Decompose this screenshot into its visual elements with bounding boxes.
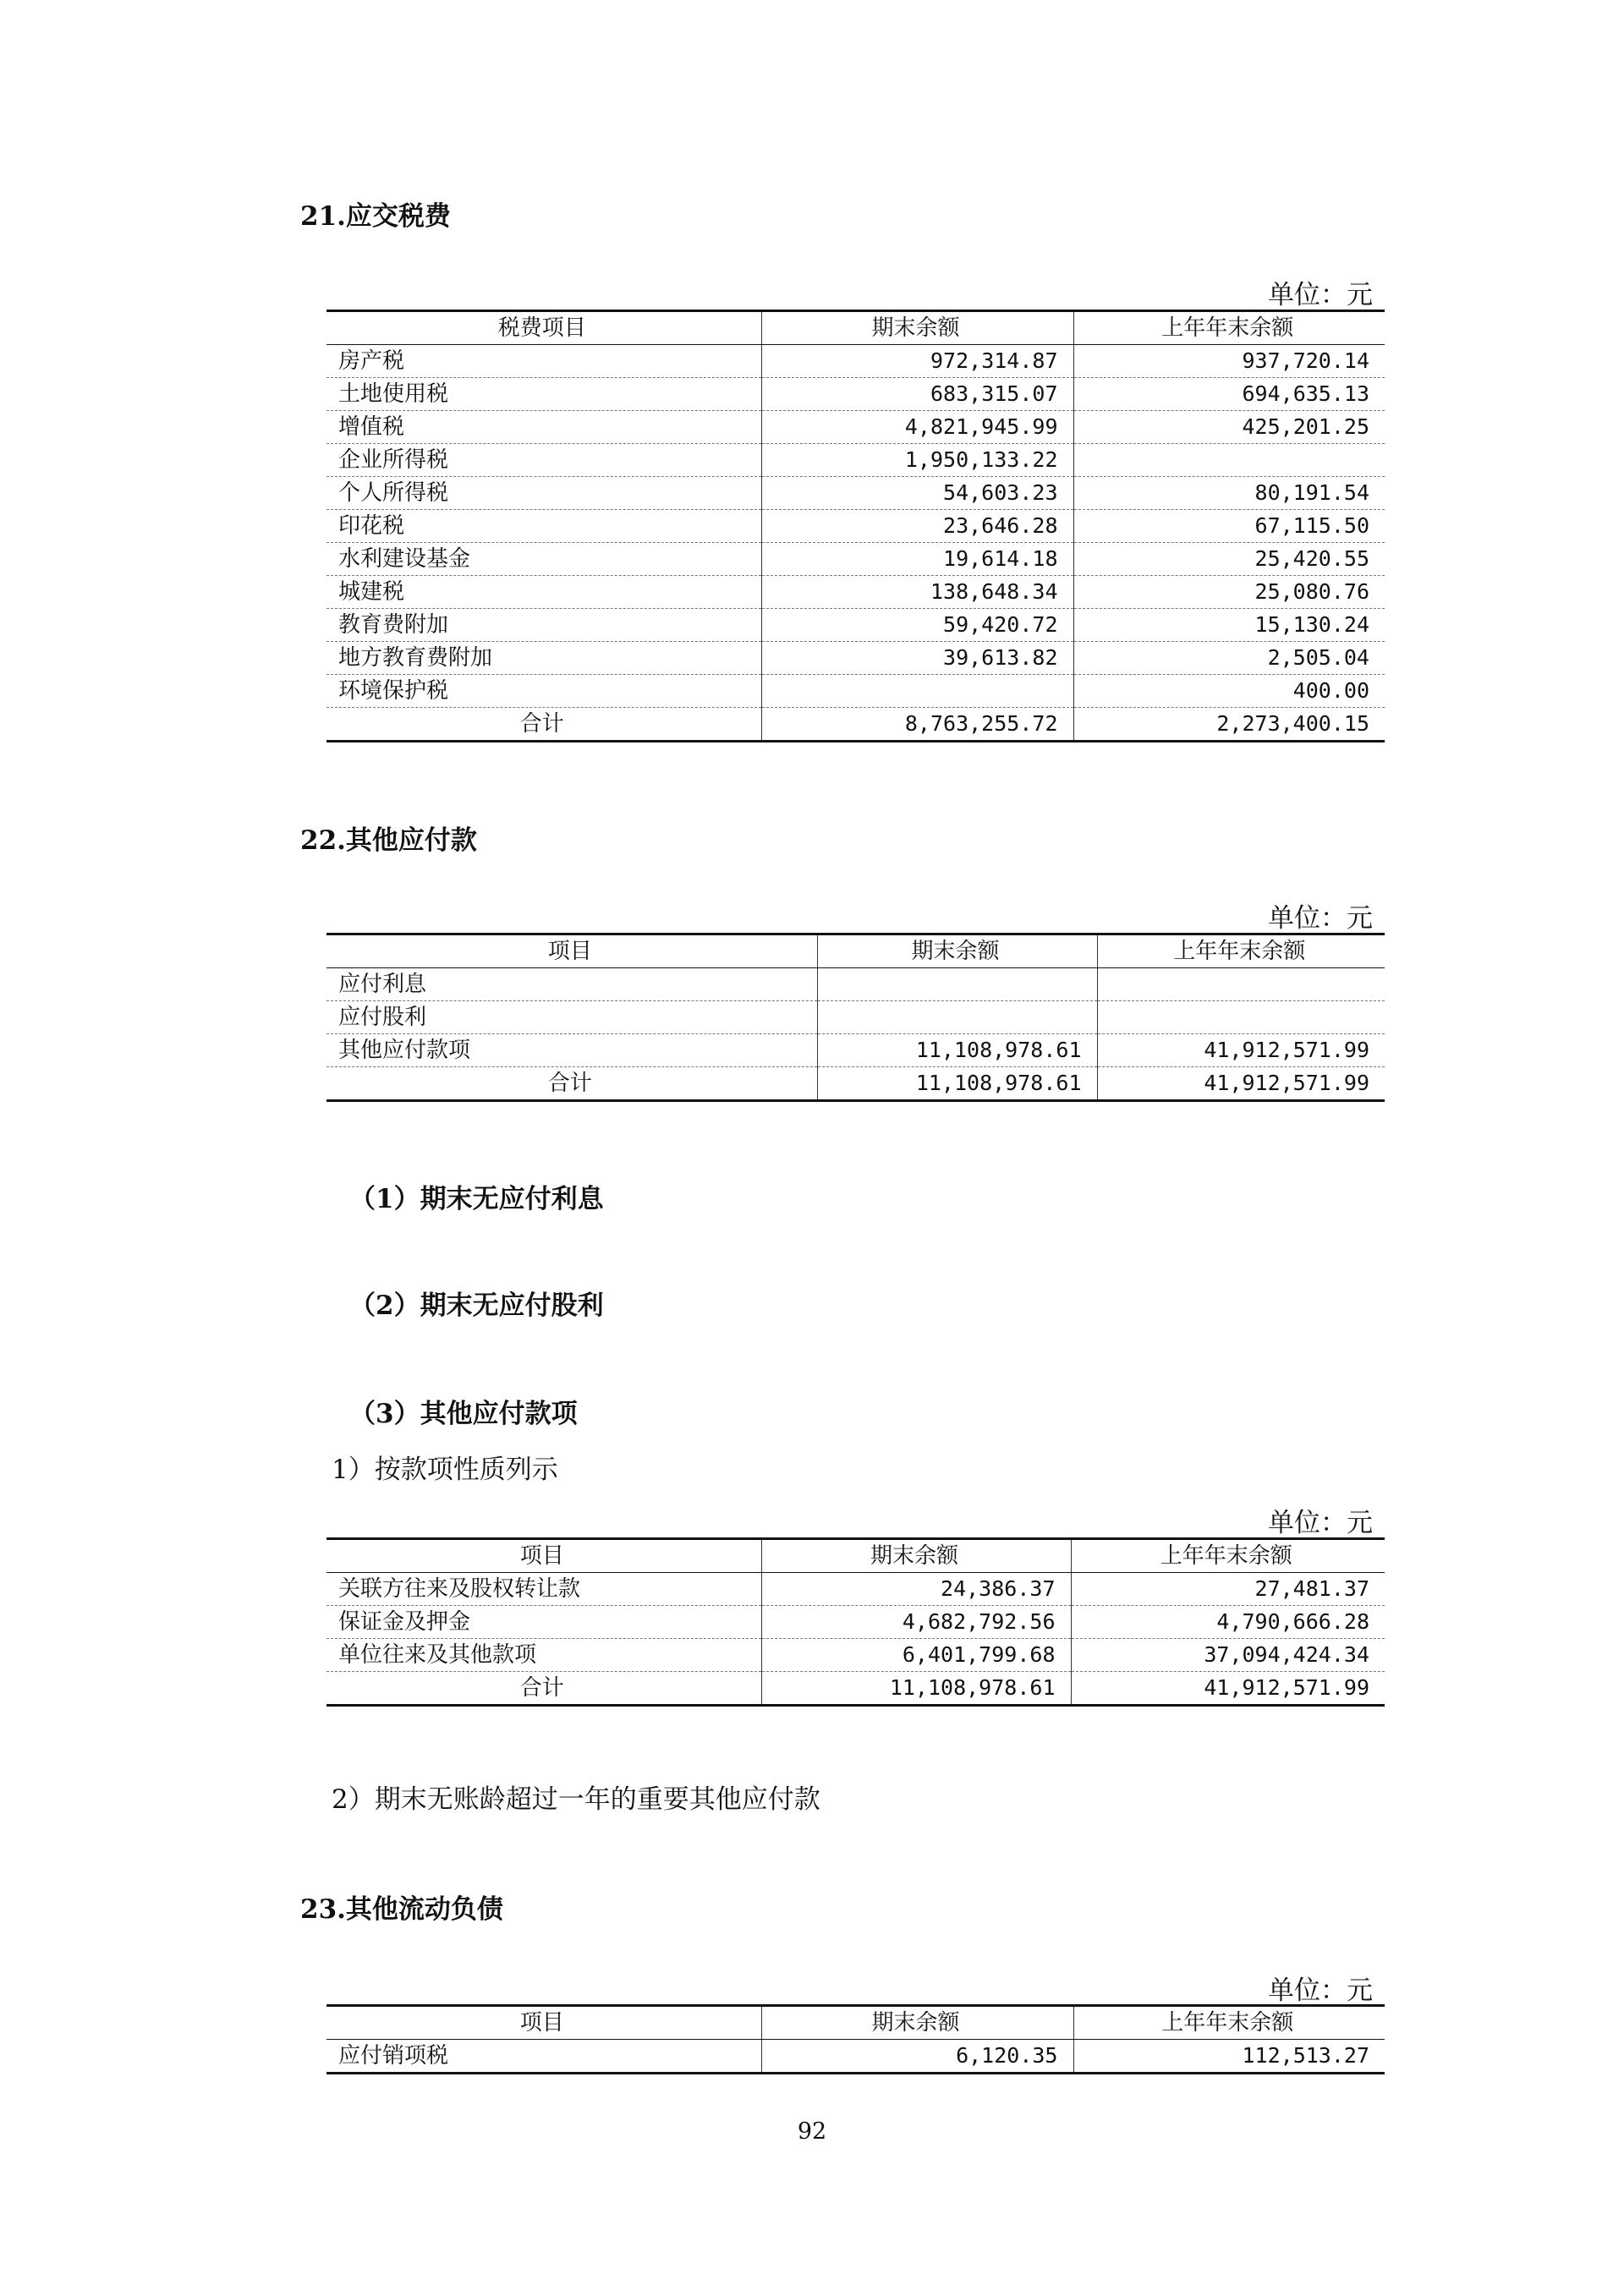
ending-balance: 19,614.18 xyxy=(761,543,1073,576)
column-header: 上年年末余额 xyxy=(1097,934,1385,968)
column-header: 期末余额 xyxy=(761,1539,1071,1573)
table-header-row xyxy=(326,1539,1385,1573)
table-row xyxy=(326,642,1385,675)
ending-balance: 6,401,799.68 xyxy=(761,1639,1071,1672)
page-number: 92 xyxy=(797,2118,827,2145)
aging-note: 2）期末无账龄超过一年的重要其他应付款 xyxy=(332,1784,820,1815)
prior-year-balance: 425,201.25 xyxy=(1073,411,1385,444)
row-label: 关联方往来及股权转让款 xyxy=(326,1573,761,1606)
row-label: 个人所得税 xyxy=(326,477,761,510)
ending-balance: 24,386.37 xyxy=(761,1573,1071,1606)
table-row xyxy=(326,1639,1385,1672)
prior-year-balance: 15,130.24 xyxy=(1073,609,1385,642)
row-label: 地方教育费附加 xyxy=(326,642,761,675)
table-row xyxy=(326,1034,1385,1067)
column-header: 期末余额 xyxy=(761,311,1073,345)
row-label: 土地使用税 xyxy=(326,378,761,411)
prior-year-balance: 112,513.27 xyxy=(1073,2040,1385,2074)
row-label: 印花税 xyxy=(326,510,761,543)
ending-balance: 54,603.23 xyxy=(761,477,1073,510)
tax-payable-table xyxy=(326,310,1385,743)
table-row xyxy=(326,543,1385,576)
total-prior-year-balance: 41,912,571.99 xyxy=(1097,1067,1385,1101)
prior-year-balance: 80,191.54 xyxy=(1073,477,1385,510)
unit-label: 单位：元 xyxy=(1268,280,1373,310)
prior-year-balance: 4,790,666.28 xyxy=(1071,1606,1385,1639)
row-label: 应付销项税 xyxy=(338,2043,449,2069)
total-label: 合计 xyxy=(519,711,564,737)
table-header-row xyxy=(326,311,1385,345)
table-row xyxy=(326,1573,1385,1606)
total-ending-balance: 11,108,978.61 xyxy=(817,1067,1097,1101)
ending-balance: 6,120.35 xyxy=(761,2040,1073,2074)
prior-year-balance: 937,720.14 xyxy=(1073,345,1385,378)
total-row xyxy=(326,1067,1385,1101)
total-row xyxy=(326,708,1385,742)
column-header: 税费项目 xyxy=(326,311,761,345)
unit-label: 单位：元 xyxy=(1268,1508,1373,1538)
prior-year-balance: 25,080.76 xyxy=(1073,576,1385,609)
column-header: 项目 xyxy=(326,2006,761,2040)
column-header: 上年年末余额 xyxy=(1071,1539,1385,1573)
section-22-title: 22.其他应付款 xyxy=(300,825,477,856)
prior-year-balance xyxy=(1097,1001,1385,1034)
ending-balance xyxy=(817,968,1097,1001)
ending-balance xyxy=(761,675,1073,708)
row-label: 单位往来及其他款项 xyxy=(326,1639,761,1672)
ending-balance: 23,646.28 xyxy=(761,510,1073,543)
section-21-title: 21.应交税费 xyxy=(300,201,451,232)
total-prior-year-balance: 2,273,400.15 xyxy=(1073,708,1385,742)
column-header: 项目 xyxy=(326,934,817,968)
ending-balance: 683,315.07 xyxy=(761,378,1073,411)
table-row xyxy=(326,411,1385,444)
ending-balance: 4,821,945.99 xyxy=(761,411,1073,444)
column-header: 期末余额 xyxy=(817,934,1097,968)
ending-balance: 972,314.87 xyxy=(761,345,1073,378)
row-label: 房产税 xyxy=(326,345,761,378)
prior-year-balance: 27,481.37 xyxy=(1071,1573,1385,1606)
ending-balance: 11,108,978.61 xyxy=(817,1034,1097,1067)
prior-year-balance: 400.00 xyxy=(1073,675,1385,708)
table-row xyxy=(326,345,1385,378)
total-label: 合计 xyxy=(519,1675,564,1701)
row-label: 增值税 xyxy=(326,411,761,444)
table-row xyxy=(326,1606,1385,1639)
row-label: 应付利息 xyxy=(326,968,817,1001)
prior-year-balance xyxy=(1073,444,1385,477)
total-prior-year-balance: 41,912,571.99 xyxy=(1071,1672,1385,1706)
table-row xyxy=(326,477,1385,510)
row-label: 保证金及押金 xyxy=(326,1606,761,1639)
table-row xyxy=(326,675,1385,708)
total-row xyxy=(326,1672,1385,1706)
ending-balance: 1,950,133.22 xyxy=(761,444,1073,477)
ending-balance xyxy=(817,1001,1097,1034)
column-header: 上年年末余额 xyxy=(1073,311,1385,345)
table-row xyxy=(326,609,1385,642)
row-label: 环境保护税 xyxy=(326,675,761,708)
ending-balance: 4,682,792.56 xyxy=(761,1606,1071,1639)
ending-balance: 39,613.82 xyxy=(761,642,1073,675)
column-header: 项目 xyxy=(326,1539,761,1573)
row-label: 教育费附加 xyxy=(326,609,761,642)
table-row xyxy=(326,1001,1385,1034)
nature-list-caption: 1）按款项性质列示 xyxy=(332,1455,558,1485)
other-payables-by-nature-table xyxy=(326,1537,1385,1707)
unit-label: 单位：元 xyxy=(1268,1975,1373,2006)
other-current-liabilities-table xyxy=(326,2004,1385,2074)
table-row xyxy=(326,2040,1385,2074)
prior-year-balance: 37,094,424.34 xyxy=(1071,1639,1385,1672)
prior-year-balance: 2,505.04 xyxy=(1073,642,1385,675)
table-row xyxy=(326,444,1385,477)
table-row xyxy=(326,378,1385,411)
section-23-title: 23.其他流动负债 xyxy=(300,1894,503,1925)
ending-balance: 59,420.72 xyxy=(761,609,1073,642)
prior-year-balance: 41,912,571.99 xyxy=(1097,1034,1385,1067)
prior-year-balance: 25,420.55 xyxy=(1073,543,1385,576)
prior-year-balance xyxy=(1097,968,1385,1001)
column-header: 期末余额 xyxy=(761,2006,1073,2040)
prior-year-balance: 694,635.13 xyxy=(1073,378,1385,411)
subsection-1-title: （1）期末无应付利息 xyxy=(349,1184,604,1214)
total-ending-balance: 8,763,255.72 xyxy=(761,708,1073,742)
table-row xyxy=(326,510,1385,543)
subsection-3-title: （3）其他应付款项 xyxy=(349,1399,578,1429)
row-label: 应付股利 xyxy=(326,1001,817,1034)
unit-label: 单位：元 xyxy=(1268,903,1373,934)
subsection-2-title: （2）期末无应付股利 xyxy=(349,1290,604,1321)
total-ending-balance: 11,108,978.61 xyxy=(761,1672,1071,1706)
table-header-row xyxy=(326,2006,1385,2040)
row-label: 其他应付款项 xyxy=(326,1034,817,1067)
other-payables-table xyxy=(326,933,1385,1102)
prior-year-balance: 67,115.50 xyxy=(1073,510,1385,543)
table-header-row xyxy=(326,934,1385,968)
ending-balance: 138,648.34 xyxy=(761,576,1073,609)
row-label: 企业所得税 xyxy=(326,444,761,477)
row-label: 城建税 xyxy=(326,576,761,609)
table-row xyxy=(326,968,1385,1001)
column-header: 上年年末余额 xyxy=(1073,2006,1385,2040)
row-label: 水利建设基金 xyxy=(326,543,761,576)
table-row xyxy=(326,576,1385,609)
total-label: 合计 xyxy=(547,1071,592,1096)
